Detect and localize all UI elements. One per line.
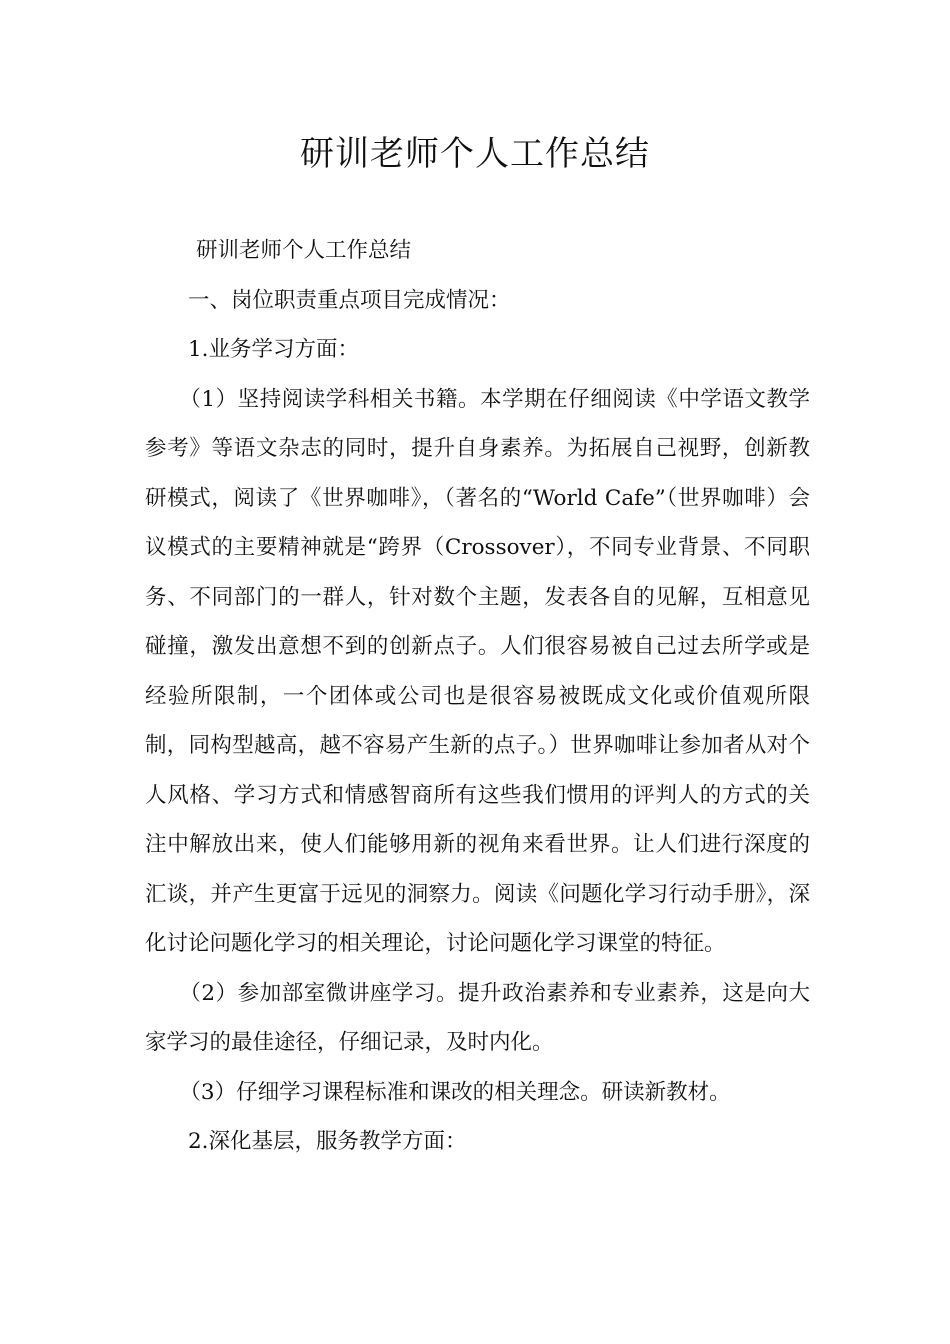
body-paragraph: （2）参加部室微讲座学习。提升政治素养和专业素养，这是向大家学习的最佳途径，仔细记录，及时内化。 bbox=[145, 980, 810, 1055]
section-heading: 一、岗位职责重点项目完成情况： bbox=[188, 287, 511, 313]
document-title: 研训老师个人工作总结 bbox=[300, 134, 650, 174]
subsection-heading: 1.业务学习方面： bbox=[188, 337, 360, 362]
body-paragraph: （1）坚持阅读学科相关书籍。本学期在仔细阅读《中学语文教学参考》等语文杂志的同时，提升自身素养。为拓展自己视野，创新教研模式，阅读了《世界咖啡》，（著名的“World Cafe”（世界咖啡）会议模式的主要精神就是“跨界（Crossover），不同专业背景、不同职务、不同部门的一群人，针对数个主题，发表各自的见解，互相意见碰撞，激发出意想不到的创新点子。人们很容易被自己过去所学或是经验所限制，一个团体或公司也是很容易被既成文化或价值观所限制，同构型越高，越不容易产生新的点子。）世界咖啡让参加者从对个人风格、学习方式和情感智商所有这些我们惯用的评判人的方式的关注中解放出来，使人们能够用新的视角来看世界。让人们进行深度的汇谈，并产生更富于远见的洞察力。阅读《问题化学习行动手册》，深化讨论问题化学习的相关理论，讨论问题化学习课堂的特征。 bbox=[145, 386, 810, 956]
body-paragraph: （3）仔细学习课程标准和课改的相关理念。研读新教材。 bbox=[179, 1079, 731, 1105]
subtitle-paragraph: 研训老师个人工作总结 bbox=[196, 238, 412, 263]
document-body bbox=[145, 226, 810, 1167]
subsection-heading: 2.深化基层，服务教学方面： bbox=[188, 1129, 467, 1154]
